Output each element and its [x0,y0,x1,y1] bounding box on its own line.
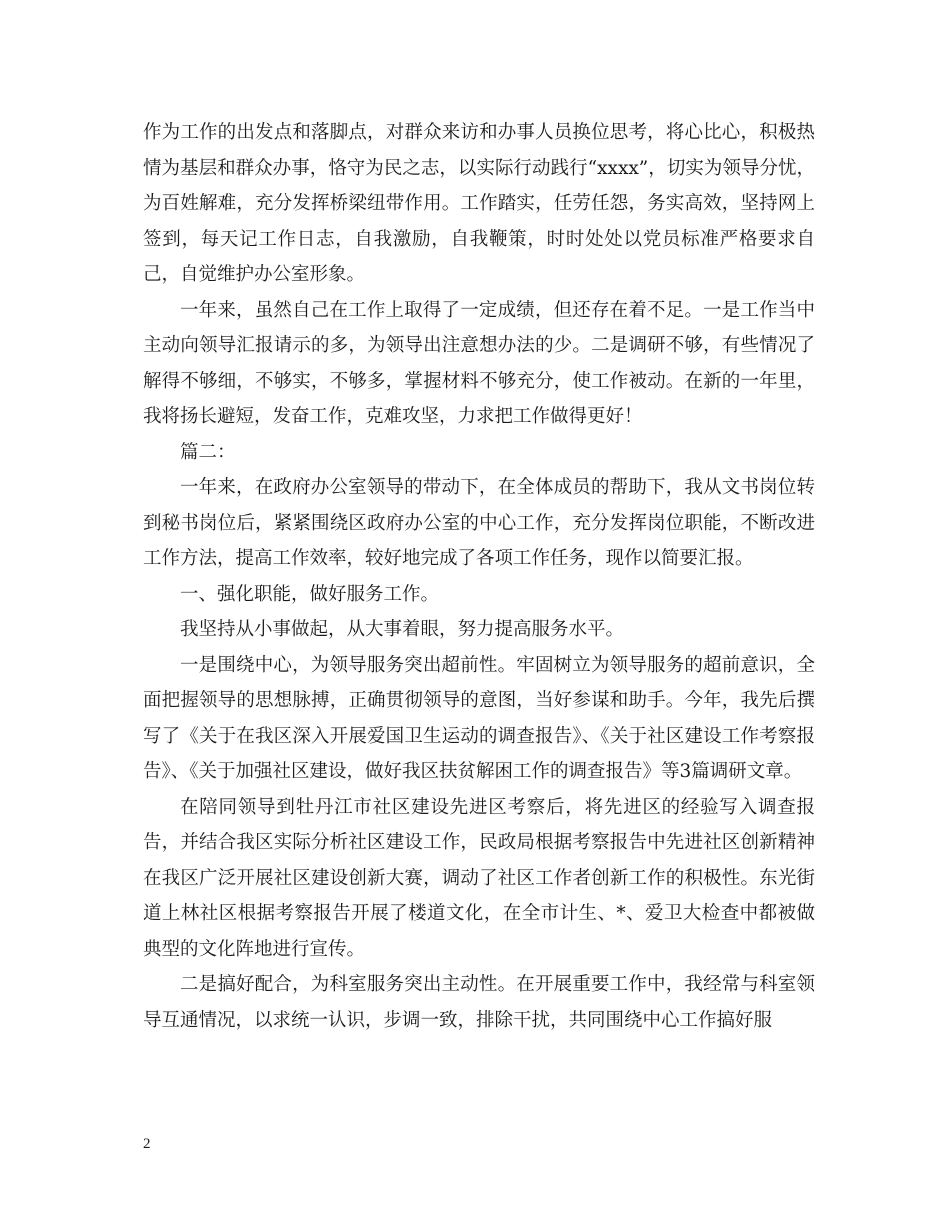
section-heading: 篇二： [180,441,236,463]
paragraph: 在陪同领导到牡丹江市社区建设先进区考察后，将先进区的经验写入调查报告，并结合我区实际分析社区建设工作，民政局根据考察报告中先进社区创新精神在我区广泛开展社区建设创新大赛，调动了社区工作者创新工作的积极性。东光街道上林社区根据考察报告开展了楼道文化，在全市计生、*、爱卫大检查中都被做典型的文化阵地进行宣传。 [143,796,815,960]
document-body [143,115,815,1038]
paragraph: 二是搞好配合，为科室服务突出主动性。在开展重要工作中，我经常与科室领导互通情况，以求统一认识，步调一致，排除干扰，共同围绕中心工作搞好服 [143,974,815,1031]
page-number: 2 [143,1136,151,1152]
paragraph: 我坚持从小事做起，从大事着眼，努力提高服务水平。 [180,619,625,640]
paragraph: 作为工作的出发点和落脚点，对群众来访和办事人员换位思考，将心比心，积极热情为基层和群众办事，恪守为民之志，以实际行动践行“xxxx”，切实为领导分忧，为百姓解难，充分发挥桥梁纽带作用。工作踏实，任劳任怨，务实高效，坚持网上签到，每天记工作日志，自我激励，自我鞭策，时时处处以党员标准严格要求自己，自觉维护办公室形象。 [143,122,815,285]
paragraph: 一年来，虽然自己在工作上取得了一定成绩，但还存在着不足。一是工作当中主动向领导汇报请示的多，为领导出注意想办法的少。二是调研不够，有些情况了解得不够细，不够实，不够多，掌握材料不够充分，使工作被动。在新的一年里，我将扬长避短，发奋工作，克难攻坚，力求把工作做得更好！ [143,299,815,427]
section-heading: 一、强化职能，做好服务工作。 [180,583,440,605]
paragraph: 一年来，在政府办公室领导的带动下，在全体成员的帮助下，我从文书岗位转到秘书岗位后，紧紧围绕区政府办公室的中心工作，充分发挥岗位职能，不断改进工作方法，提高工作效率，较好地完成了各项工作任务，现作以简要汇报。 [143,477,815,569]
paragraph: 一是围绕中心，为领导服务突出超前性。牢固树立为领导服务的超前意识，全面把握领导的思想脉搏，正确贯彻领导的意图，当好参谋和助手。今年，我先后撰写了《关于在我区深入开展爱国卫生运动的调查报告》、《关于社区建设工作考察报告》、《关于加强社区建设，做好我区扶贫解困工作的调查报告》等3篇调研文章。 [143,654,815,782]
